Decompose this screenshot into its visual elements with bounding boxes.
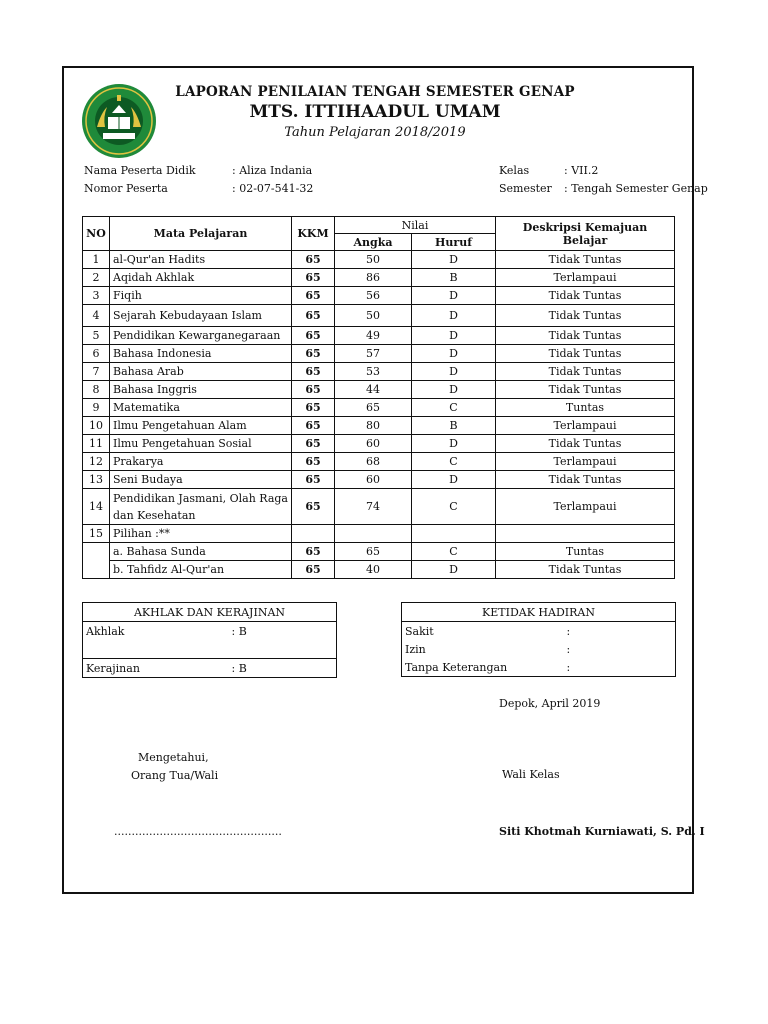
row-description: Tuntas <box>496 543 675 561</box>
row-angka: 86 <box>335 269 412 287</box>
row-kkm: 65 <box>292 305 335 327</box>
row-subject: a. Bahasa Sunda <box>110 543 292 561</box>
row-kkm: 65 <box>292 543 335 561</box>
number-value: : 02-07-541-32 <box>232 182 314 195</box>
row-huruf: D <box>412 381 496 399</box>
row-kkm: 65 <box>292 381 335 399</box>
row-no: 12 <box>83 453 110 471</box>
row-kkm: 65 <box>292 251 335 269</box>
table-row <box>83 345 675 363</box>
row-no: 15 <box>83 525 110 543</box>
header-kkm: KKM <box>292 217 335 251</box>
row-no: 5 <box>83 327 110 345</box>
akhlak-table <box>82 602 337 678</box>
row-no: 9 <box>83 399 110 417</box>
table-row <box>83 251 675 269</box>
row-description: Tidak Tuntas <box>496 435 675 453</box>
row-angka: 68 <box>335 453 412 471</box>
row-angka: 44 <box>335 381 412 399</box>
table-row <box>83 453 675 471</box>
tanpa-label: Tanpa Keterangan <box>402 658 564 677</box>
row-no: 7 <box>83 363 110 381</box>
table-row <box>83 399 675 417</box>
row-kkm: 65 <box>292 471 335 489</box>
place-date: Depok, April 2019 <box>499 697 601 710</box>
row-kkm: 65 <box>292 345 335 363</box>
row-description <box>496 525 675 543</box>
row-kkm: 65 <box>292 489 335 525</box>
row-huruf <box>412 525 496 543</box>
row-huruf: D <box>412 305 496 327</box>
row-subject-line2: dan Kesehatan <box>113 508 196 522</box>
header-angka: Angka <box>335 234 412 251</box>
table-row <box>83 435 675 453</box>
semester-value: : Tengah Semester Genap <box>564 182 708 195</box>
row-angka <box>335 525 412 543</box>
row-subject: Ilmu Pengetahuan Alam <box>110 417 292 435</box>
row-no: 10 <box>83 417 110 435</box>
akhlak-value: : B <box>229 622 337 641</box>
row-description: Tidak Tuntas <box>496 381 675 399</box>
name-value: : Aliza Indania <box>232 164 313 177</box>
tanpa-value: : <box>564 658 676 677</box>
akhlak-label: Akhlak <box>83 622 229 641</box>
row-subject: Pendidikan Kewarganegaraan <box>110 327 292 345</box>
row-subject: al-Qur'an Hadits <box>110 251 292 269</box>
row-huruf: D <box>412 561 496 579</box>
row-kkm: 65 <box>292 287 335 305</box>
row-angka: 65 <box>335 543 412 561</box>
academic-year: Tahun Pelajaran 2018/2019 <box>284 125 466 140</box>
row-no: 11 <box>83 435 110 453</box>
row-description: Tidak Tuntas <box>496 363 675 381</box>
row-huruf: D <box>412 435 496 453</box>
grades-table <box>82 216 675 579</box>
teacher-name: Siti Khotmah Kurniawati, S. Pd. I <box>499 825 705 838</box>
row-huruf: D <box>412 251 496 269</box>
row-subject: Ilmu Pengetahuan Sosial <box>110 435 292 453</box>
row-kkm: 65 <box>292 417 335 435</box>
header-huruf: Huruf <box>412 234 496 251</box>
class-value: : VII.2 <box>564 164 599 177</box>
row-huruf: C <box>412 543 496 561</box>
school-logo <box>81 83 157 159</box>
row-subject: Prakarya <box>110 453 292 471</box>
row-no: 13 <box>83 471 110 489</box>
row-huruf: D <box>412 345 496 363</box>
row-description: Terlampaui <box>496 453 675 471</box>
table-row <box>83 363 675 381</box>
row-description: Terlampaui <box>496 417 675 435</box>
parent-signature-line: ................................................ <box>114 825 282 838</box>
row-huruf: D <box>412 471 496 489</box>
row-huruf: B <box>412 417 496 435</box>
row-angka: 60 <box>335 435 412 453</box>
sakit-label: Sakit <box>402 622 564 641</box>
wali-kelas-label: Wali Kelas <box>502 768 560 781</box>
row-subject: Seni Budaya <box>110 471 292 489</box>
row-angka: 57 <box>335 345 412 363</box>
row-description: Tidak Tuntas <box>496 561 675 579</box>
row-no: 4 <box>83 305 110 327</box>
row-angka: 50 <box>335 305 412 327</box>
row-subject-line1: Pendidikan Jasmani, Olah Raga <box>113 491 288 505</box>
absence-title: KETIDAK HADIRAN <box>402 603 676 622</box>
row-subject: Aqidah Akhlak <box>110 269 292 287</box>
table-row <box>83 269 675 287</box>
row-subject: Matematika <box>110 399 292 417</box>
kerajinan-label: Kerajinan <box>83 659 229 678</box>
row-no: 2 <box>83 269 110 287</box>
header-nilai: Nilai <box>335 217 496 234</box>
elective-row <box>83 561 675 579</box>
row-kkm: 65 <box>292 399 335 417</box>
row-description: Tidak Tuntas <box>496 251 675 269</box>
row-subject: Sejarah Kebudayaan Islam <box>110 305 292 327</box>
row-angka: 49 <box>335 327 412 345</box>
izin-value: : <box>564 640 676 658</box>
row-huruf: B <box>412 269 496 287</box>
row-huruf: C <box>412 453 496 471</box>
row-subject: Bahasa Arab <box>110 363 292 381</box>
row-subject: Pilihan :** <box>110 525 292 543</box>
semester-label: Semester <box>499 182 552 195</box>
mengetahui-label: Mengetahui, <box>138 751 209 764</box>
table-row <box>83 489 675 525</box>
row-kkm: 65 <box>292 435 335 453</box>
row-angka: 53 <box>335 363 412 381</box>
row-subject: Bahasa Inggris <box>110 381 292 399</box>
header-subject: Mata Pelajaran <box>110 217 292 251</box>
table-row <box>83 327 675 345</box>
akhlak-spacer <box>83 640 229 659</box>
row-huruf: C <box>412 489 496 525</box>
absence-table <box>401 602 676 677</box>
report-title: LAPORAN PENILAIAN TENGAH SEMESTER GENAP <box>175 84 575 100</box>
row-angka: 65 <box>335 399 412 417</box>
elective-row <box>83 543 675 561</box>
row-description: Tidak Tuntas <box>496 327 675 345</box>
izin-label: Izin <box>402 640 564 658</box>
table-row <box>83 305 675 327</box>
akhlak-spacer-2 <box>229 640 337 659</box>
row-angka: 60 <box>335 471 412 489</box>
row-kkm: 65 <box>292 269 335 287</box>
row-huruf: D <box>412 363 496 381</box>
row-subject: b. Tahfidz Al-Qur'an <box>110 561 292 579</box>
row-huruf: D <box>412 287 496 305</box>
school-name: MTS. ITTIHAADUL UMAM <box>249 102 501 122</box>
row-kkm: 65 <box>292 453 335 471</box>
row-description: Tidak Tuntas <box>496 471 675 489</box>
row-angka: 56 <box>335 287 412 305</box>
table-row <box>83 471 675 489</box>
row-description: Tidak Tuntas <box>496 345 675 363</box>
row-description: Tidak Tuntas <box>496 287 675 305</box>
row-kkm: 65 <box>292 327 335 345</box>
row-description: Tuntas <box>496 399 675 417</box>
kerajinan-value: : B <box>229 659 337 678</box>
table-row <box>83 417 675 435</box>
table-row <box>83 381 675 399</box>
row-angka: 80 <box>335 417 412 435</box>
row-no: 1 <box>83 251 110 269</box>
row-subject <box>110 489 292 525</box>
row-angka: 50 <box>335 251 412 269</box>
class-label: Kelas <box>499 164 530 177</box>
row-kkm: 65 <box>292 363 335 381</box>
row-no: 14 <box>83 489 110 525</box>
number-label: Nomor Peserta <box>84 182 168 195</box>
row-no <box>83 543 110 561</box>
row-subject: Fiqih <box>110 287 292 305</box>
header-description: Deskripsi Kemajuan Belajar <box>496 217 675 251</box>
akhlak-title: AKHLAK DAN KERAJINAN <box>83 603 337 622</box>
table-row <box>83 525 675 543</box>
row-huruf: C <box>412 399 496 417</box>
table-row <box>83 287 675 305</box>
row-no: 3 <box>83 287 110 305</box>
row-description: Terlampaui <box>496 489 675 525</box>
row-description: Tidak Tuntas <box>496 305 675 327</box>
row-no <box>83 561 110 579</box>
sakit-value: : <box>564 622 676 641</box>
row-huruf: D <box>412 327 496 345</box>
row-kkm <box>292 525 335 543</box>
row-no: 6 <box>83 345 110 363</box>
row-angka: 74 <box>335 489 412 525</box>
row-no: 8 <box>83 381 110 399</box>
row-subject: Bahasa Indonesia <box>110 345 292 363</box>
name-label: Nama Peserta Didik <box>84 164 196 177</box>
row-description: Terlampaui <box>496 269 675 287</box>
header-no: NO <box>83 217 110 251</box>
parent-label: Orang Tua/Wali <box>131 769 219 782</box>
row-angka: 40 <box>335 561 412 579</box>
row-kkm: 65 <box>292 561 335 579</box>
